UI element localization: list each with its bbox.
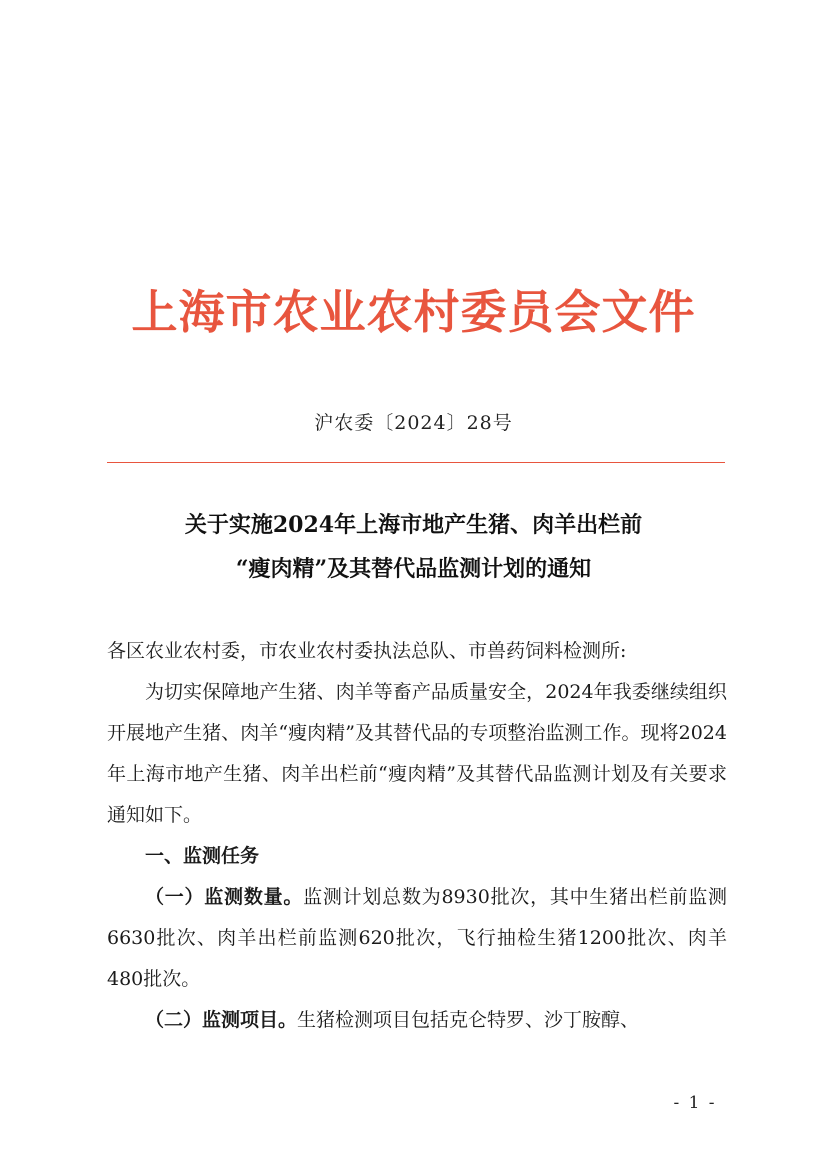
item-1-text: 监测计划总数为8930批次，其中生猪出栏前监测6630批次、肉羊出栏前监测620批次，飞行抽检生猪1200批次、肉羊480批次。 xyxy=(107,886,727,990)
item-1-paragraph xyxy=(107,877,727,1000)
item-2-paragraph xyxy=(107,1000,727,1041)
notice-title-line-2: “瘦肉精”及其替代品监测计划的通知 xyxy=(235,556,592,582)
item-1-lead: （一）监测数量。 xyxy=(145,886,304,908)
document-body xyxy=(107,631,727,1041)
page-number: - 1 - xyxy=(673,1093,717,1113)
notice-title-line-1: 关于实施2024年上海市地产生猪、肉羊出栏前 xyxy=(184,512,643,538)
document-number: 沪农委〔2024〕28号 xyxy=(314,412,513,434)
masthead-title: 上海市农业农村委员会文件 xyxy=(131,285,696,339)
notice-title xyxy=(0,503,827,591)
item-2-text: 生猪检测项目包括克仑特罗、沙丁胺醇、 xyxy=(297,1009,640,1031)
section-heading-1: 一、监测任务 xyxy=(145,845,260,867)
salutation: 各区农业农村委，市农业农村委执法总队、市兽药饲料检测所: xyxy=(107,640,627,662)
intro-paragraph: 为切实保障地产生猪、肉羊等畜产品质量安全，2024年我委继续组织开展地产生猪、肉羊“瘦肉精”及其替代品的专项整治监测工作。现将2024年上海市地产生猪、肉羊出栏前“瘦肉精”及其替代品监测计划及有关要求通知如下。 xyxy=(107,681,727,826)
red-divider-line xyxy=(107,462,725,463)
item-2-lead: （二）监测项目。 xyxy=(145,1009,298,1031)
